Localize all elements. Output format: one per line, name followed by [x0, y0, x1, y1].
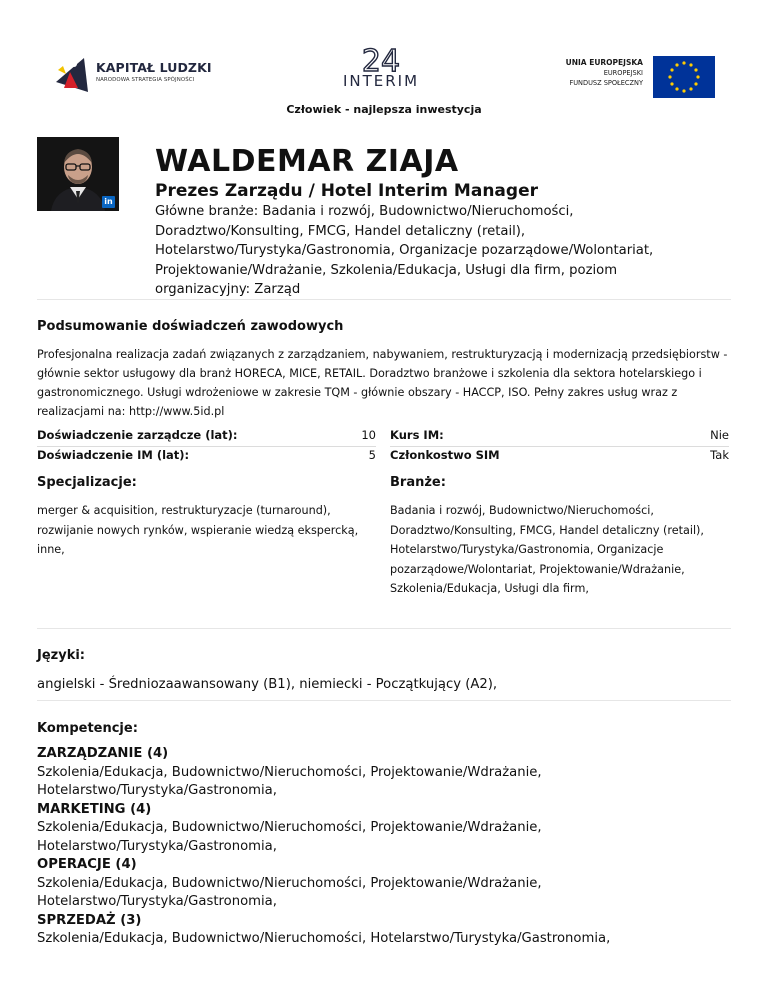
- competency-areas: Szkolenia/Edukacja, Budownictwo/Nieruchomości, Projektowanie/Wdrażanie, Hotelarstwo/Turystyka/Gastronomia,: [37, 820, 542, 854]
- summary-heading: Podsumowanie doświadczeń zawodowych: [37, 319, 344, 334]
- interim-logo: [331, 44, 431, 100]
- competency-areas: Szkolenia/Edukacja, Budownictwo/Nieruchomości, Projektowanie/Wdrażanie, Hotelarstwo/Turystyka/Gastronomia,: [37, 764, 542, 798]
- competency-areas: Szkolenia/Edukacja, Budownictwo/Nieruchomości, Projektowanie/Wdrażanie, Hotelarstwo/Turystyka/Gastronomia,: [37, 875, 542, 909]
- competency-item: [37, 912, 737, 949]
- eu-line-3: FUNDUSZ SPOŁECZNY: [569, 79, 643, 87]
- divider: [37, 299, 731, 300]
- divider: [37, 446, 376, 447]
- stat-label: Członkostwo SIM: [390, 448, 500, 462]
- summary-text: Profesjonalna realizacja zadań związanych z zarządzaniem, nabywaniem, restrukturyzacją i modernizacją przedsiębiorstw - głównie sektor usługowy dla branż HORECA, MICE, RETAIL. Doradztwo branżowe i szkolenia dla sektora hotelarskiego i gastronomicznego. Usługi wdrożeniowe w zakresie TQM - głównie obszary - HACCP, ISO. Pełny zakres usług wraz z realizacjami na: http://www.5id.pl: [37, 348, 728, 418]
- divider: [390, 446, 729, 447]
- kapital-ludzki-title: KAPITAŁ LUDZKI: [96, 60, 212, 75]
- competencies-heading: Kompetencje:: [37, 721, 138, 736]
- divider: [37, 628, 731, 629]
- profile-photo: [37, 137, 119, 211]
- specializations-text: merger & acquisition, restrukturyzacje (turnaround), rozwijanie nowych rynków, wspieranie wiedzą ekspercką, inne,: [37, 504, 359, 556]
- eu-line-2: EUROPEJSKI: [603, 69, 643, 77]
- interim-word: INTERIM: [342, 72, 420, 90]
- main-industries: Główne branże: Badania i rozwój, Budownictwo/Nieruchomości, Doradztwo/Konsulting, FMCG, Handel detaliczny (retail), Hotelarstwo/Turystyka/Gastronomia, Organizacje pozarządowe/Wolontariat, Projektowanie/Wdrażanie, Szkolenia/Edukacja, Usługi dla firm, poziom organizacyjny: Zarząd: [155, 204, 654, 297]
- competency-item: [37, 856, 737, 912]
- interim-number: 24: [361, 44, 401, 74]
- kapital-ludzki-subtitle: NARODOWA STRATEGIA SPÓJNOŚCI: [96, 77, 195, 83]
- stat-label: Kurs IM:: [390, 428, 444, 442]
- person-role: Prezes Zarządu / Hotel Interim Manager: [155, 181, 538, 201]
- stat-value: Nie: [710, 428, 729, 442]
- eu-line-1: UNIA EUROPEJSKA: [565, 58, 643, 67]
- stat-label: Doświadczenie zarządcze (lat):: [37, 428, 238, 442]
- interim-24-icon: [331, 44, 431, 74]
- competency-category: OPERACJE (4): [37, 857, 137, 872]
- competencies-list: [37, 745, 737, 949]
- linkedin-icon[interactable]: in: [102, 196, 115, 208]
- languages-text: angielski - Średniozaawansowany (B1), niemiecki - Początkujący (A2),: [37, 677, 498, 692]
- industries-text: Badania i rozwój, Budownictwo/Nieruchomości, Doradztwo/Konsulting, FMCG, Handel detaliczny (retail), Hotelarstwo/Turystyka/Gastronomia, Organizacje pozarządowe/Wolontariat, Projektowanie/Wdrażanie, Szkolenia/Edukacja, Usługi dla firm,: [390, 504, 704, 595]
- kapital-ludzki-emblem-icon: [54, 52, 94, 98]
- person-name: WALDEMAR ZIAJA: [155, 144, 459, 179]
- eu-logo: [553, 56, 715, 98]
- languages-heading: Języki:: [37, 648, 85, 663]
- eu-flag-icon: [653, 56, 715, 98]
- header-logos: [0, 44, 768, 104]
- stat-label: Doświadczenie IM (lat):: [37, 448, 190, 462]
- stat-sim: [390, 448, 729, 464]
- competency-category: SPRZEDAŻ (3): [37, 912, 142, 928]
- stat-value: 5: [368, 448, 376, 462]
- competency-areas: Szkolenia/Edukacja, Budownictwo/Nieruchomości, Hotelarstwo/Turystyka/Gastronomia,: [37, 931, 611, 946]
- stat-value: Tak: [710, 448, 729, 462]
- divider: [37, 700, 731, 701]
- stat-course: [390, 428, 729, 444]
- stat-value: 10: [361, 428, 376, 442]
- industries-heading: Branże:: [390, 475, 446, 490]
- competency-item: [37, 801, 737, 857]
- competency-item: [37, 745, 737, 801]
- competency-category: ZARZĄDZANIE (4): [37, 746, 169, 761]
- motto: Człowiek - najlepsza inwestycja: [286, 103, 482, 116]
- kapital-ludzki-logo: [54, 52, 234, 98]
- competency-category: MARKETING (4): [37, 801, 152, 817]
- specializations-heading: Specjalizacje:: [37, 475, 137, 490]
- stat-mgmt-experience: [37, 428, 376, 444]
- stat-im-experience: [37, 448, 376, 464]
